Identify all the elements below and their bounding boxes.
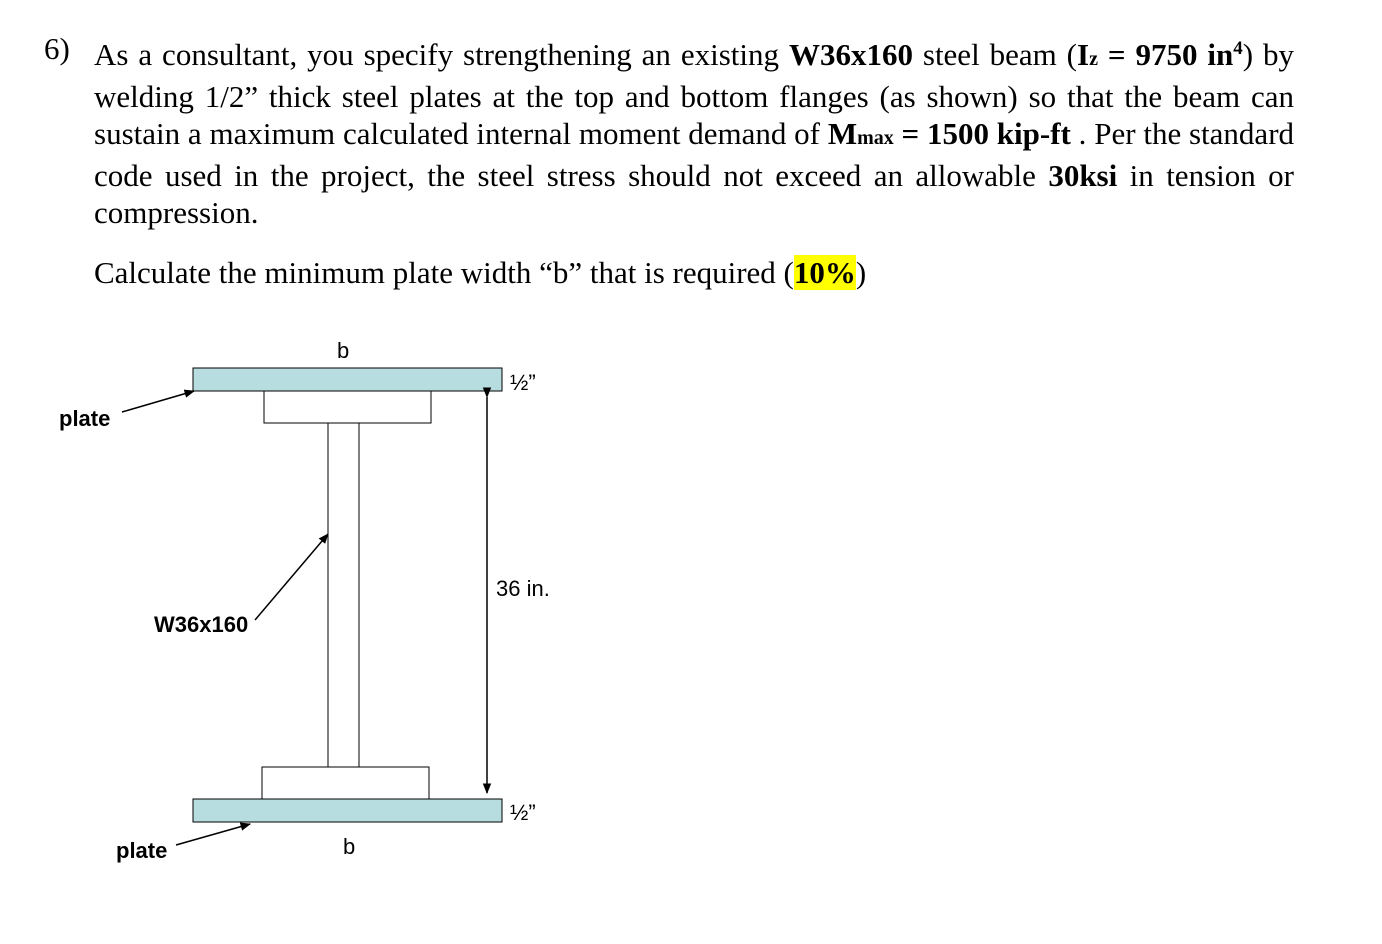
task-text: Calculate the minimum plate width “b” that is required ( [94, 255, 794, 290]
allowable-stress: 30ksi [1048, 158, 1118, 193]
top-plate [193, 368, 502, 391]
bottom-flange [262, 767, 429, 799]
moment-symbol: M [827, 116, 858, 151]
problem-number: 6) [44, 31, 70, 66]
iz-value: = 9750 in [1097, 37, 1234, 72]
task-weight-highlight: 10% [793, 255, 856, 290]
problem-text-2: steel beam ( [912, 37, 1077, 72]
iz-subscript: z [1089, 48, 1098, 70]
web [328, 423, 359, 767]
moment-subscript: max [857, 127, 894, 149]
bottom-plate-leader [176, 824, 250, 845]
bottom-plate-label: plate [116, 838, 168, 863]
beam-leader [255, 534, 328, 620]
problem-text-4: . Per the standard code used in the project, the steel stress should not exceed an allowable [94, 116, 1295, 193]
top-plate-leader [122, 391, 194, 412]
problem-text-5: in tension or compression. [94, 158, 1294, 230]
top-width-label: b [337, 338, 350, 363]
top-plate-label: plate [59, 406, 111, 431]
problem-text-1: As a consultant, you specify strengthening an existing [94, 37, 789, 72]
iz-symbol: I [1076, 37, 1090, 72]
top-thickness-label: ½” [510, 370, 536, 395]
beam-designation: W36x160 [788, 37, 913, 72]
top-flange [264, 391, 431, 423]
bottom-width-label: b [343, 834, 356, 859]
bottom-thickness-label: ½” [510, 800, 536, 825]
beam-label: W36x160 [154, 612, 249, 637]
moment-value: = 1500 kip-ft [893, 116, 1071, 151]
problem-text-3: ) by welding 1/2” thick steel plates at the top and bottom flanges (as shown) so that the beam can sustain a maximum calculated internal moment demand of [94, 37, 1294, 151]
iz-exponent: 4 [1233, 38, 1243, 59]
depth-label: 36 in. [496, 576, 550, 601]
task-close: ) [855, 255, 867, 290]
bottom-plate [193, 799, 502, 822]
